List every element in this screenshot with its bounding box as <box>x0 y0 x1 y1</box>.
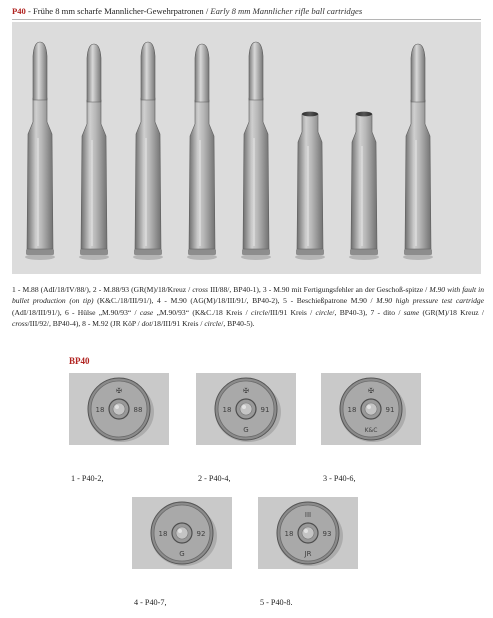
caption-text: /18/III/91 Kreis / <box>151 319 205 329</box>
headstamp-photo-2 <box>196 373 296 445</box>
photo-caption <box>12 284 484 330</box>
cartridge-6 <box>295 112 325 260</box>
headstamp-mark-right: 92 <box>196 530 206 538</box>
headstamp-mark-bottom: K&C <box>364 427 378 434</box>
title-english: Early 8 mm Mannlicher rifle ball cartridges <box>210 6 363 16</box>
cartridge-photo <box>12 22 481 274</box>
caption-text: /III/91 Kreis / <box>267 307 316 317</box>
headstamp-mark-bottom: JR <box>304 550 312 558</box>
caption-italic: circle <box>204 319 222 329</box>
caption-italic: case <box>139 307 154 317</box>
caption-text: (K&C./18/III/91/), 4 - M.90 (AG(M)/18/III/91/, BP40-2), 5 - Beschießpatrone M.90 / <box>93 296 377 306</box>
headstamp-label-1: 1 - P40-2, <box>71 474 104 483</box>
title-german: - Frühe 8 mm scharfe Mannlicher-Gewehrpatronen / <box>25 6 211 16</box>
cartridge-2 <box>79 44 109 260</box>
caption-italic: M.90 high pressure test cartridge <box>376 296 485 306</box>
caption-text: /, BP40-5). <box>221 319 255 329</box>
caption-text: (AdI/18/III/91/), 6 - Hülse „M.90/93“ / <box>12 307 140 317</box>
page-header <box>12 6 362 16</box>
headstamp-label-2: 2 - P40-4, <box>198 474 231 483</box>
caption-text: /, BP40-3), 7 - dito / <box>332 307 404 317</box>
caption-italic: cross <box>12 319 28 329</box>
plate-code: P40 <box>12 6 26 16</box>
headstamp-mark-bottom: G <box>243 426 249 434</box>
caption-italic: same <box>403 307 420 317</box>
headstamp-photo-5 <box>258 497 358 569</box>
headstamp-label-5: 5 - P40-8. <box>260 598 293 607</box>
headstamp-mark-left: 18 <box>347 406 357 414</box>
header-divider <box>12 19 481 20</box>
cartridge-4 <box>187 44 217 260</box>
headstamp-mark-right: 93 <box>322 530 332 538</box>
headstamp-photo-3 <box>321 373 421 445</box>
cartridge-1 <box>25 42 55 260</box>
caption-text: 1 - M.88 (AdI/18/IV/88/), 2 - M.88/93 (GR(M)/18/Kreuz / <box>12 285 193 294</box>
headstamp-label-4: 4 - P40-7, <box>134 598 167 607</box>
cartridge-3 <box>133 42 163 260</box>
caption-italic: cross <box>192 285 208 294</box>
headstamp-mark-top: ✠ <box>243 387 249 395</box>
headstamp-mark-top: ✠ <box>368 387 374 395</box>
headstamp-mark-left: 18 <box>95 406 105 414</box>
headstamp-mark-top: III <box>304 511 312 519</box>
headstamp-label-3: 3 - P40-6, <box>323 474 356 483</box>
caption-text: III/88/, BP40-1), 3 - M.90 mit Fertigungsfehler an der Geschoß-spitze / <box>207 285 430 294</box>
cartridge-5 <box>241 42 271 260</box>
headstamp-mark-left: 18 <box>284 530 294 538</box>
headstamp-mark-left: 18 <box>158 530 168 538</box>
headstamp-mark-right: 88 <box>133 406 143 414</box>
headstamp-mark-right: 91 <box>385 406 395 414</box>
headstamp-photo-4 <box>132 497 232 569</box>
caption-italic: circle <box>251 307 268 317</box>
caption-italic: circle <box>315 307 333 317</box>
headstamp-mark-right: 91 <box>260 406 270 414</box>
caption-italic: dot <box>141 319 152 329</box>
headstamp-mark-top: ✠ <box>116 387 122 395</box>
section-title: BP40 <box>69 356 90 366</box>
caption-text: „M.90/93“ (K&C./18 Kreis / <box>153 307 252 317</box>
cartridge-8 <box>403 44 433 260</box>
headstamp-mark-bottom: G <box>179 550 185 558</box>
cartridge-7 <box>349 112 379 260</box>
cartridge-lineup <box>12 22 481 274</box>
caption-text: (GR(M)/18 Kreuz / <box>419 307 484 317</box>
caption-text: /III/92/, BP40-4), 8 - M.92 (JR KöP / <box>27 319 142 329</box>
headstamp-mark-left: 18 <box>222 406 232 414</box>
caption-italic: M.90 with fault in bullet production (on tip) <box>12 285 484 306</box>
headstamp-photo-1 <box>69 373 169 445</box>
